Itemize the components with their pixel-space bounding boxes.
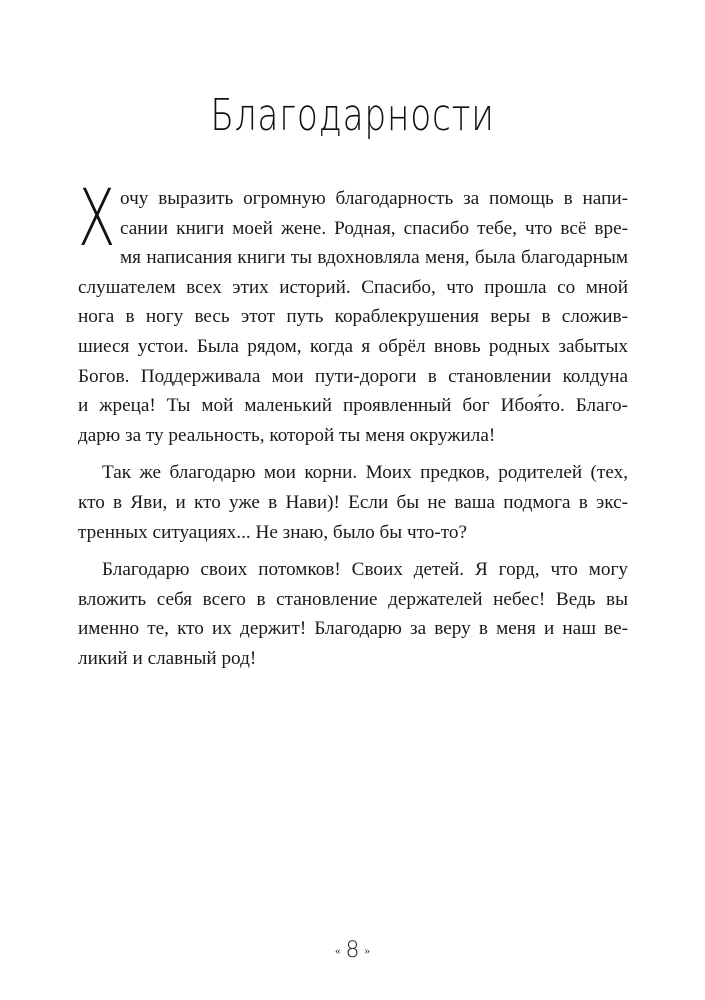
paragraph-3 (78, 555, 628, 673)
paragraph-1 (78, 174, 628, 450)
folio-right-mark: » (364, 944, 370, 957)
folio-number: 8 (345, 938, 360, 963)
text-line: сании книги моей жене. Родная, спасибо тебе, что всё вре- (120, 217, 628, 239)
text-line: кто в Яви, и кто уже в Нави)! Если бы не ваша подмога в экс- (78, 491, 628, 513)
text-line: очу выразить огромную благодарность за помощь в напи- (120, 188, 628, 209)
page-title: Благодарности (210, 90, 495, 141)
paragraph-2 (78, 458, 628, 547)
text-line: тренных ситуациях... Не знаю, было бы что-то? (78, 521, 468, 543)
text-line: Так же благодарю мои корни. Моих предков, родителей (тех, (102, 462, 628, 484)
text-line: и жреца! Ты мой маленький проявленный бог Ибоя́то. Благо- (78, 395, 628, 417)
text-line: мя написания книги ты вдохновляла меня, была благодарным (120, 247, 628, 269)
text-line: Богов. Поддерживала мои пути-дороги в становлении колдуна (78, 365, 628, 387)
folio-left-mark: « (335, 944, 341, 957)
text-line: именно те, кто их держит! Благодарю за веру в меня и наш ве- (78, 618, 628, 640)
text-line: вложить себя всего в становление держателей небес! Ведь вы (78, 588, 628, 610)
text-line: Благодарю своих потомков! Своих детей. Я горд, что могу (102, 559, 628, 581)
text-line: шиеся устои. Была рядом, когда я обрёл вновь родных забытых (78, 335, 628, 357)
body-text (78, 174, 628, 682)
text-line: нога в ногу весь этот путь кораблекрушения веры в сложив- (78, 306, 628, 328)
text-line: ликий и славный род! (78, 647, 257, 669)
text-line: дарю за ту реальность, которой ты меня окружила! (78, 424, 496, 446)
page-number (0, 938, 705, 963)
drop-cap: Х (78, 174, 116, 264)
text-line: слушателем всех этих историй. Спасибо, что прошла со мной (78, 276, 628, 298)
